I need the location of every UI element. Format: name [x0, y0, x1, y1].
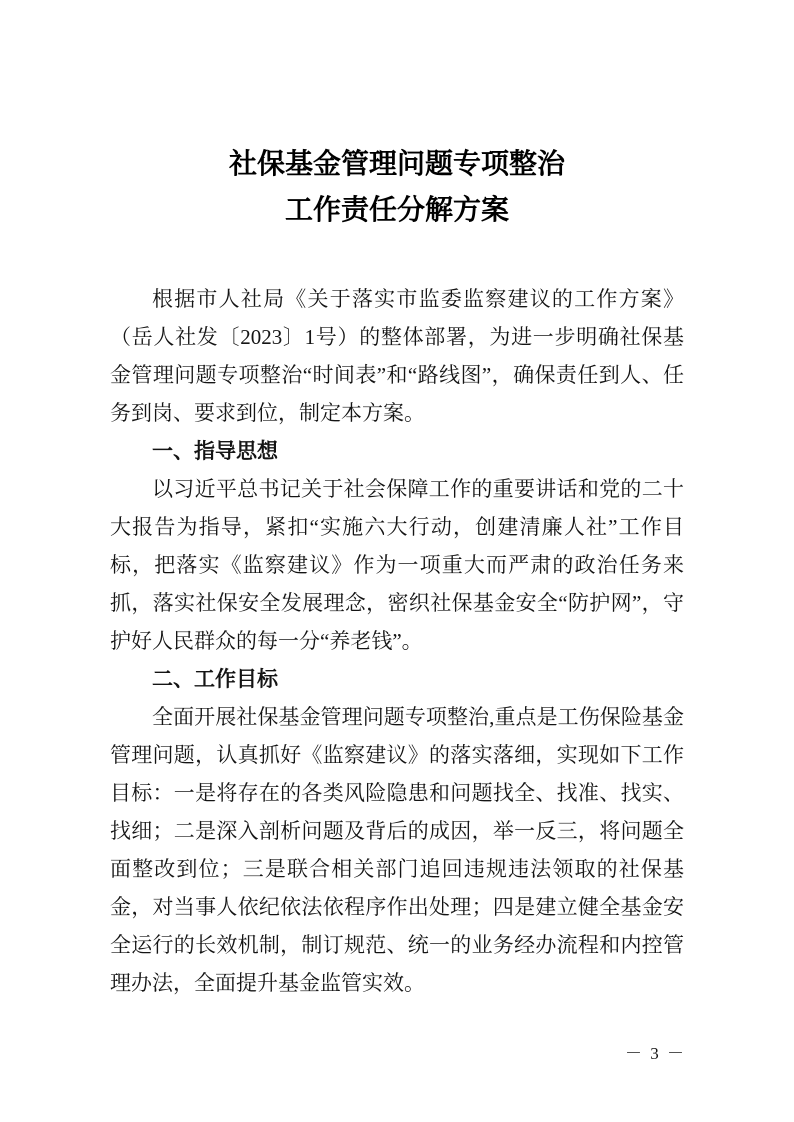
document-title	[110, 142, 684, 234]
section-2-body: 全面开展社保基金管理问题专项整治,重点是工伤保险基金管理问题，认真抓好《监察建议》的落实落细，实现如下工作目标：一是将存在的各类风险隐患和问题找全、找准、找实、找细；二是深入剖析问题及背后的成因，举一反三，将问题全面整改到位；三是联合相关部门追回违规违法领取的社保基金，对当事人依纪依法依程序作出处理；四是建立健全基金安全运行的长效机制，制订规范、统一的业务经办流程和内控管理办法，全面提升基金监管实效。	[110, 705, 684, 995]
intro-paragraph: 根据市人社局《关于落实市监委监察建议的工作方案》（岳人社发〔2023〕1号）的整体部署，为进一步明确社保基金管理问题专项整治“时间表”和“路线图”，确保责任到人、任务到岗、要求到位，制定本方案。	[110, 287, 684, 425]
section-1-body: 以习近平总书记关于社会保障工作的重要讲话和党的二十大报告为指导，紧扣“实施六大行动，创建清廉人社”工作目标，把落实《监察建议》作为一项重大而严肃的政治任务来抓，落实社保安全发展理念，密织社保基金安全“防护网”，守护好人民群众的每一分“养老钱”。	[110, 477, 684, 653]
document-title-line-1: 社保基金管理问题专项整治	[228, 149, 565, 180]
section-1-heading: 一、指导思想	[152, 439, 278, 463]
section-2-heading: 二、工作目标	[152, 667, 278, 691]
document-title-line-2: 工作责任分解方案	[284, 195, 509, 226]
page-number: － 3 －	[625, 1044, 686, 1063]
